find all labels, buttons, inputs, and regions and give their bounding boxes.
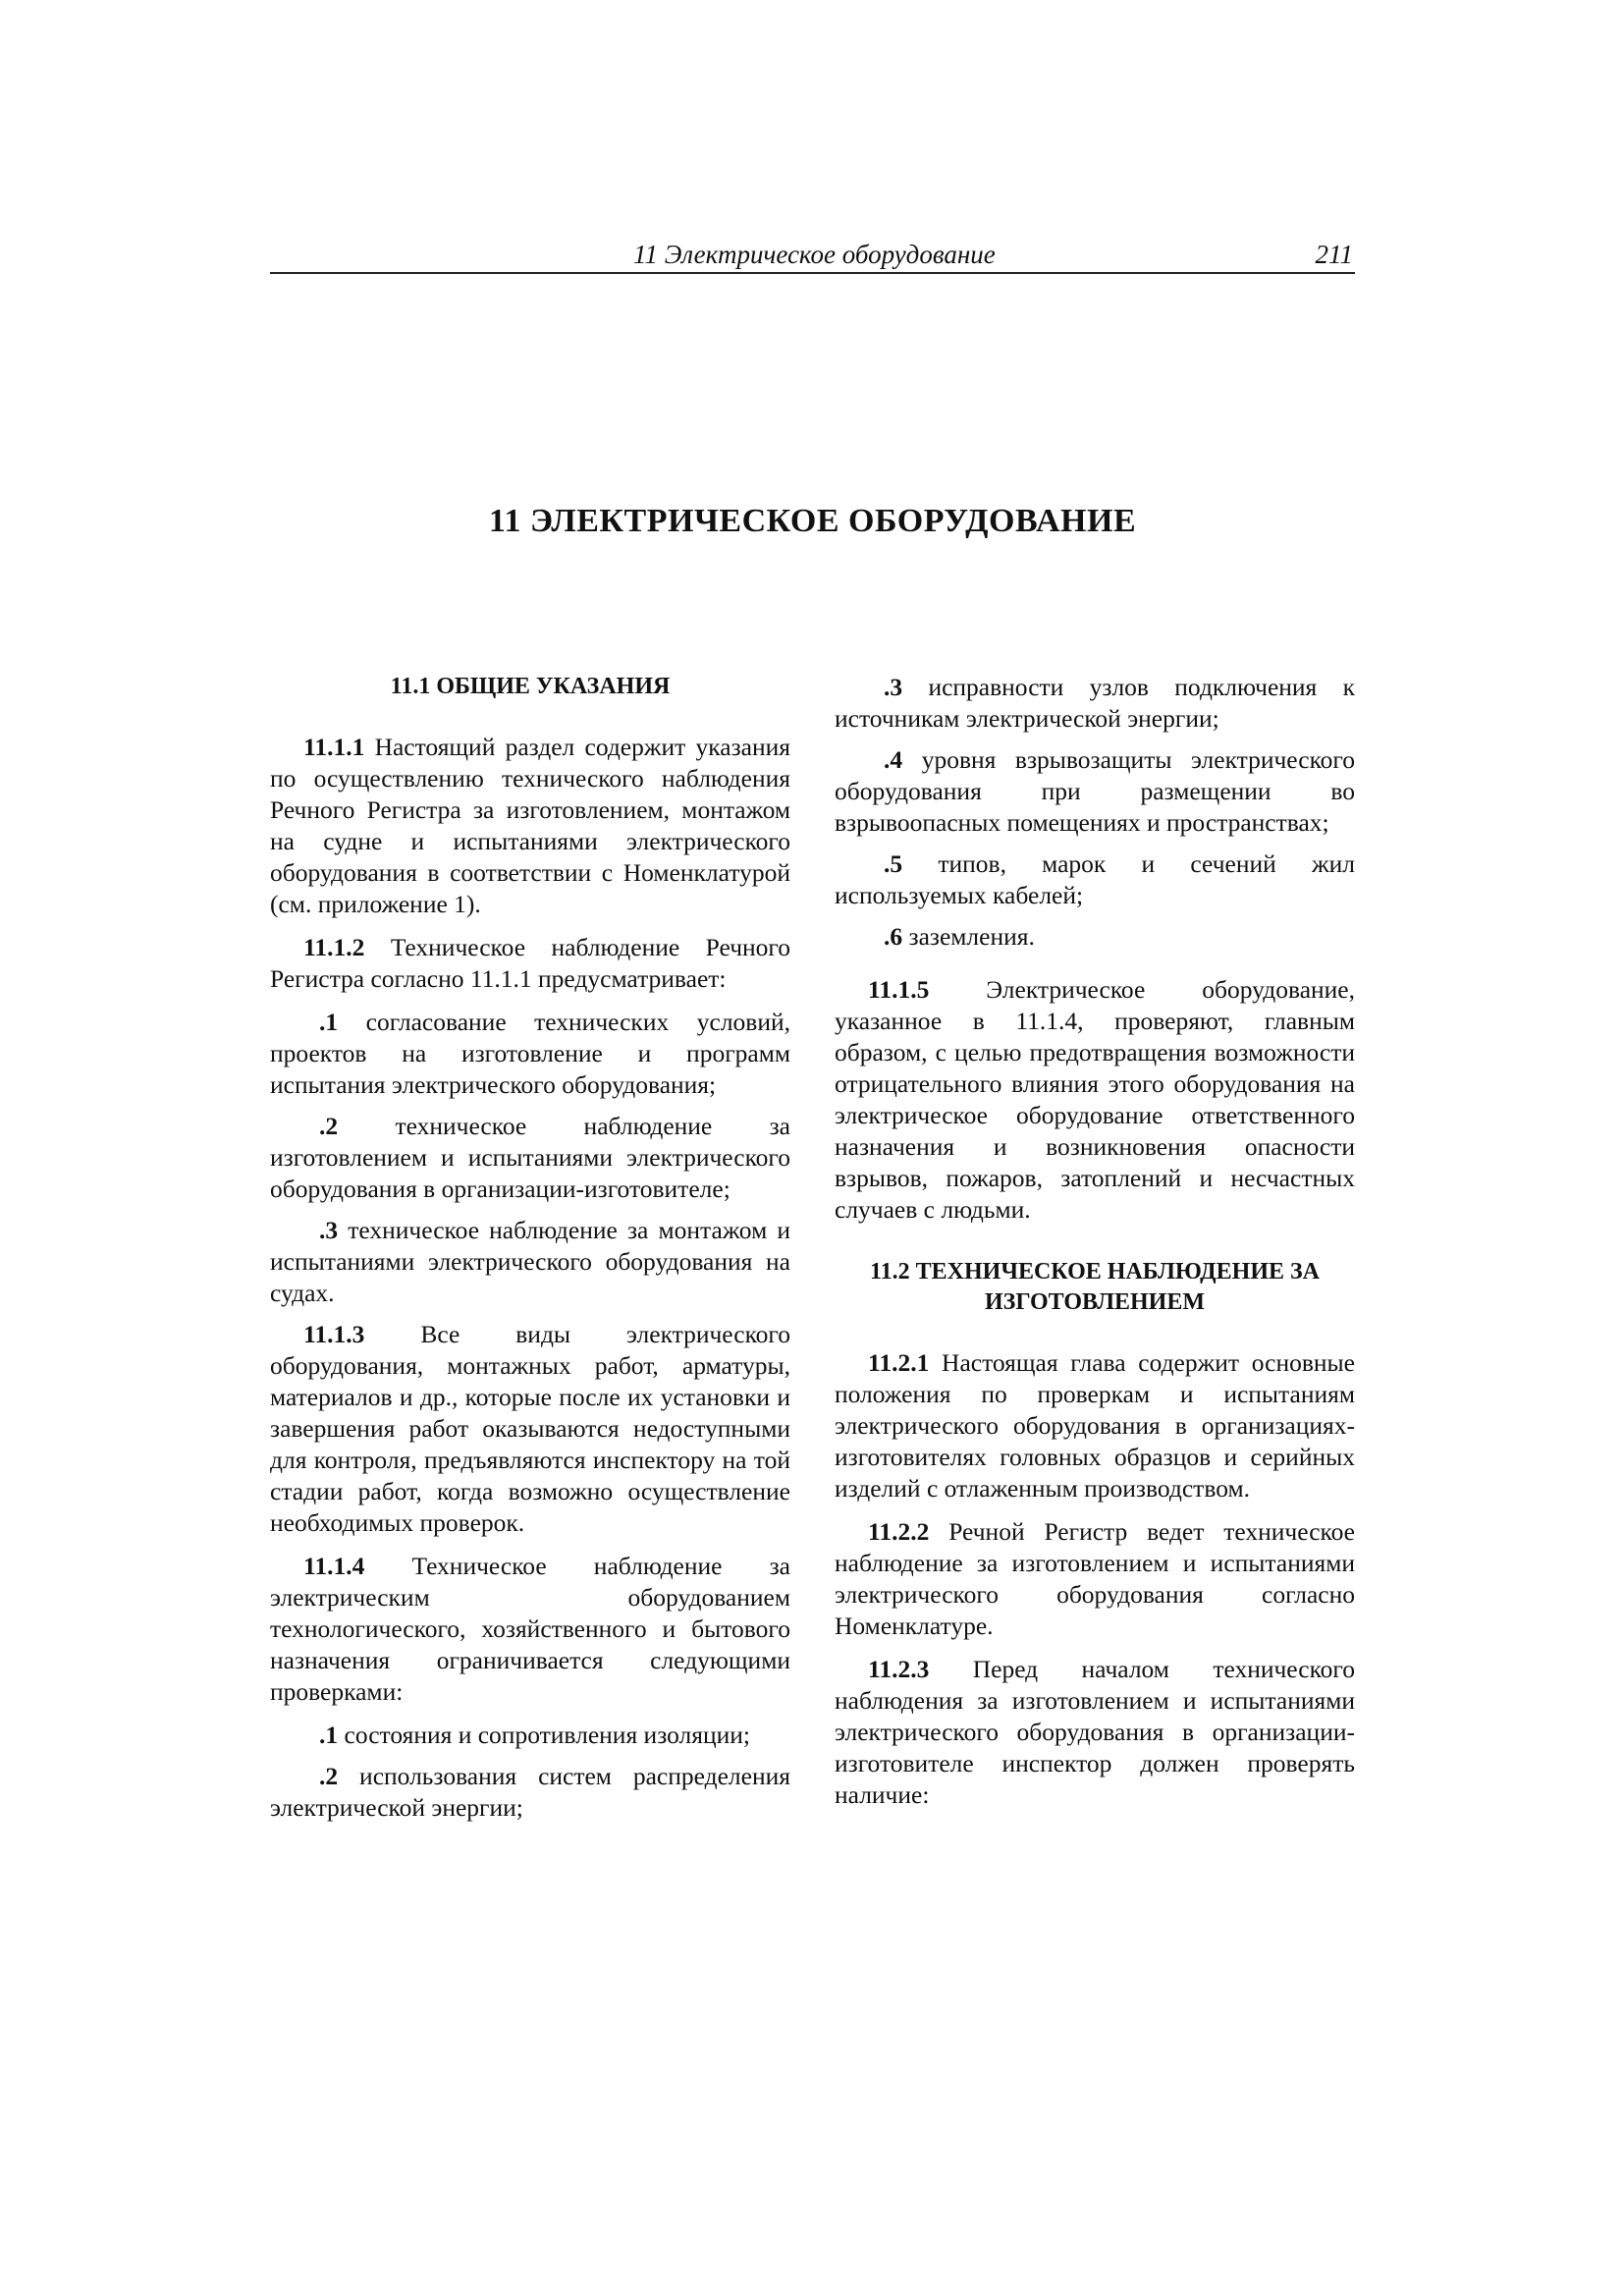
item-number: .1	[319, 1008, 339, 1036]
paragraph-number: 11.1.2	[303, 933, 365, 961]
right-column	[835, 672, 1355, 1823]
paragraph-11-2-3	[835, 1654, 1355, 1811]
item-text: исправности узлов подключения к источникам электрической энергии;	[835, 673, 1355, 733]
item-number: .1	[319, 1721, 339, 1749]
paragraph-number: 11.2.3	[868, 1655, 930, 1683]
list-item	[270, 1215, 790, 1309]
paragraph-11-1-2	[270, 932, 790, 995]
item-text: техническое наблюдение за монтажом и испытаниями электрического оборудования на судах.	[270, 1216, 790, 1307]
paragraph-text: Настоящий раздел содержит указания по осуществлению технического наблюдения Речного Регистра за изготовлением, монтажом на судне и испытаниями электрического оборудования в соответствии с Номенклатурой (см. приложение 1).	[270, 733, 790, 918]
item-number: .6	[884, 922, 903, 951]
list-item	[835, 672, 1355, 735]
paragraph-number: 11.1.4	[303, 1552, 365, 1580]
paragraph-number: 11.1.1	[303, 733, 365, 761]
item-number: .2	[319, 1762, 339, 1790]
item-number: .2	[319, 1112, 339, 1140]
item-number: .3	[884, 673, 903, 701]
paragraph-11-2-2	[835, 1516, 1355, 1642]
list-item	[270, 1761, 790, 1824]
paragraph-number: 11.1.5	[868, 975, 930, 1004]
paragraph-number: 11.1.3	[303, 1320, 365, 1348]
list-item	[270, 1111, 790, 1205]
item-text: типов, марок и сечений жил используемых кабелей;	[835, 849, 1355, 909]
page-number: 211	[1315, 240, 1353, 269]
running-header	[270, 240, 1355, 274]
item-text: состояния и сопротивления изоляции;	[338, 1721, 751, 1749]
section-title-11-1: 11.1 ОБЩИЕ УКАЗАНИЯ	[390, 674, 671, 699]
paragraph-11-1-5	[835, 974, 1355, 1226]
list-item	[835, 921, 1355, 953]
left-column	[270, 672, 790, 1833]
chapter-title: 11 ЭЛЕКТРИЧЕСКОЕ ОБОРУДОВАНИЕ	[488, 503, 1137, 539]
list-item	[270, 1007, 790, 1101]
paragraph-text: Электрическое оборудование, указанное в 11.1.4, проверяют, главным образом, с целью предотвращения возможности отрицательного влияния этого оборудования на электрическое оборудование ответственного назначения и возникновения опасности взрывов, пожаров, затоплений и несчастных случаев с людьми.	[835, 975, 1355, 1224]
item-number: .4	[884, 745, 903, 774]
paragraph-11-1-4	[270, 1551, 790, 1708]
item-number: .3	[319, 1216, 339, 1244]
running-title: 11 Электрическое оборудование	[633, 240, 996, 269]
paragraph-11-1-1	[270, 732, 790, 920]
item-text: уровня взрывозащиты электрического оборудования при размещении во взрывоопасных помещениях и пространствах;	[835, 745, 1355, 837]
paragraph-text: Настоящая глава содержит основные положения по проверкам и испытаниям электрического оборудования в организациях-изготовителях головных образцов и серийных изделий с отлаженным производством.	[835, 1348, 1355, 1503]
item-text: согласование технических условий, проектов на изготовление и программ испытания электрического оборудования;	[270, 1008, 790, 1099]
paragraph-text: Перед началом технического наблюдения за изготовлением и испытаниями электрического оборудования в организации-изготовителе инспектор должен проверять наличие:	[835, 1655, 1355, 1809]
item-text: использования систем распределения электрической энергии;	[270, 1762, 790, 1822]
item-number: .5	[884, 849, 903, 878]
paragraph-11-2-1	[835, 1347, 1355, 1504]
item-text: заземления.	[902, 922, 1035, 951]
section-title-11-2: 11.2 ТЕХНИЧЕСКОЕ НАБЛЮДЕНИЕ ЗА ИЗГОТОВЛЕНИЕМ	[869, 1259, 1321, 1315]
list-item	[835, 744, 1355, 839]
paragraph-11-1-3	[270, 1319, 790, 1539]
spacer	[835, 1237, 1355, 1257]
paragraph-number: 11.2.2	[868, 1517, 930, 1546]
paragraph-text: Техническое наблюдение Речного Регистра согласно 11.1.1 предусматривает:	[270, 933, 790, 993]
paragraph-number: 11.2.1	[868, 1348, 930, 1377]
list-item	[835, 848, 1355, 911]
paragraph-text: Все виды электрического оборудования, монтажных работ, арматуры, материалов и др., которые после их установки и завершения работ оказываются недоступными для контроля, предъявляются инспектору на той стадии работ, когда возможно осуществление необходимых проверок.	[270, 1320, 790, 1537]
item-text: техническое наблюдение за изготовлением и испытаниями электрического оборудования в организации-изготовителе;	[270, 1112, 790, 1203]
list-item	[270, 1720, 790, 1751]
paragraph-text: Речной Регистр ведет техническое наблюдение за изготовлением и испытаниями электрического оборудования согласно Номенклатуре.	[835, 1517, 1355, 1640]
paragraph-text: Техническое наблюдение за электрическим оборудованием технологического, хозяйственного и бытового назначения ограничивается следующими проверками:	[270, 1552, 790, 1706]
